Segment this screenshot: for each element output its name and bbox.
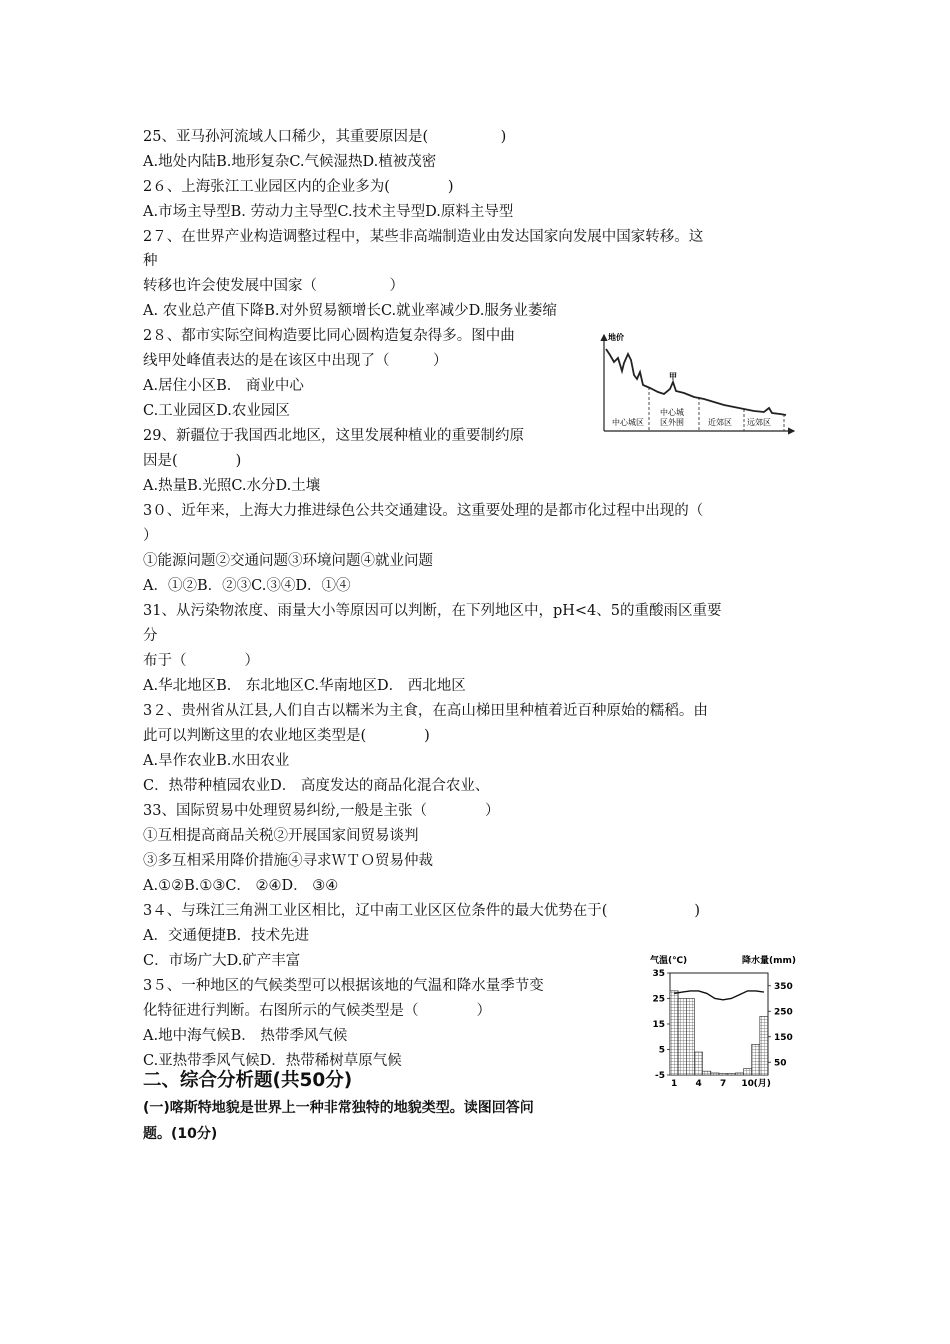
question-line: A.热量B.光照C.水分D.土壤 <box>143 478 321 494</box>
subsection-line-1: (一)喀斯特地貌是世界上一种非常独特的地貌类型。读图回答问 <box>143 1100 534 1116</box>
question-line: A.市场主导型B. 劳动力主导型C.技术主导型D.原料主导型 <box>143 204 514 220</box>
question-line: C．市场广大D.矿产丰富 <box>143 953 301 969</box>
month-tick-label: 4 <box>695 1079 702 1089</box>
question-line: 3２、贵州省从江县,人们自古以糯米为主食，在高山梯田里种植着近百种原始的糯稻。由 <box>143 703 708 719</box>
question-line: A．交通便捷B．技术先进 <box>143 928 310 944</box>
precipitation-tick-label: 150 <box>774 1032 793 1043</box>
question-line: 3５、一种地区的气候类型可以根据该地的气温和降水量季节变 <box>143 978 544 994</box>
question-line: 转移也许会使发展中国家（ ） <box>143 278 404 294</box>
question-line: A．①②B．②③C.③④D．①④ <box>143 578 351 594</box>
question-line: 种 <box>143 253 158 269</box>
subsection-line-2: 题。(10分) <box>143 1126 218 1142</box>
temperature-tick-label: 35 <box>652 969 665 979</box>
question-line: ①互相提高商品关税②开展国家间贸易谈判 <box>143 828 419 844</box>
question-line: 此可以判断这里的农业地区类型是( ) <box>143 728 430 744</box>
question-line: 2８、都市实际空间构造要比同心圆构造复杂得多。图中曲 <box>143 328 515 344</box>
precipitation-bar <box>744 1069 752 1075</box>
precipitation-bar <box>703 1071 711 1075</box>
section-heading: 二、综合分析题(共50分) <box>143 1070 353 1091</box>
month-tick-label: 10 <box>741 1079 754 1089</box>
zone-label-outer-1: 中心城 <box>660 408 684 417</box>
zone-label-suburb: 近郊区 <box>708 418 732 427</box>
temperature-tick-label: 25 <box>652 994 665 1005</box>
precipitation-bar <box>719 1073 727 1075</box>
question-line: 布于（ ） <box>143 653 259 669</box>
land-price-label: 地价 <box>608 333 624 342</box>
question-line: 3４、与珠江三角洲工业区相比，辽中南工业区区位条件的最大优势在于( ) <box>143 903 701 919</box>
precipitation-bar <box>727 1073 735 1075</box>
precipitation-bar <box>678 999 686 1076</box>
question-line: 25、亚马孙河流域人口稀少，其重要原因是( ) <box>143 129 507 145</box>
precipitation-bar <box>686 999 694 1076</box>
precipitation-bar <box>670 991 678 1075</box>
zone-label-outer-2: 区外围 <box>660 418 684 427</box>
precipitation-bar <box>711 1073 719 1075</box>
month-tick-label: 1 <box>670 1079 678 1089</box>
land-price-curve <box>606 349 786 415</box>
temperature-tick-label: 15 <box>652 1020 665 1030</box>
climate-chart <box>638 950 806 1090</box>
land-price-figure <box>594 327 798 439</box>
question-line: C.工业园区D.农业园区 <box>143 403 290 419</box>
precipitation-bar <box>695 1052 703 1075</box>
question-line: A.居住小区B． 商业中心 <box>143 378 304 394</box>
temperature-tick-label: 5 <box>658 1045 665 1056</box>
month-tick-label: (月) <box>753 1079 771 1089</box>
question-line: C．热带种植园农业D． 高度发达的商品化混合农业、 <box>143 778 490 794</box>
precipitation-bar <box>735 1073 743 1075</box>
question-line: A.地处内陆B.地形复杂C.气候湿热D.植被茂密 <box>143 154 437 170</box>
question-line: A.地中海气候B． 热带季风气候 <box>143 1028 348 1044</box>
precipitation-axis-label: 降水量(mm) <box>742 956 796 966</box>
question-line: 化特征进行判断。右图所示的气候类型是（ ） <box>143 1003 491 1019</box>
month-tick-label: 7 <box>719 1079 727 1089</box>
precipitation-tick-label: 50 <box>774 1058 787 1069</box>
temperature-tick-label: -5 <box>655 1071 665 1081</box>
question-line: 2７、在世界产业构造调整过程中，某些非高端制造业由发达国家向发展中国家转移。这 <box>143 229 704 245</box>
precipitation-bar <box>752 1044 760 1075</box>
question-line: ③多互相采用降价措施④寻求ＷＴＯ贸易仲裁 <box>143 853 433 869</box>
precipitation-bar <box>760 1016 768 1075</box>
question-line: ①能源问题②交通问题③环境问题④就业问题 <box>143 553 433 569</box>
precipitation-tick-label: 350 <box>774 981 793 992</box>
question-line: A.旱作农业B.水田农业 <box>143 753 290 769</box>
zone-label-exurb: 远郊区 <box>747 418 771 427</box>
peak-label: 甲 <box>669 372 677 381</box>
question-line: 3０、近年来，上海大力推进绿色公共交通建设。这重要处理的是都市化过程中出现的（ <box>143 503 704 519</box>
question-line: 31、从污染物浓度、雨量大小等原因可以判断，在下列地区中，pH<4、5的重酸雨区重要 <box>143 603 722 619</box>
question-line: A. 农业总产值下降B.对外贸易额增长C.就业率减少D.服务业萎缩 <box>143 303 557 319</box>
precipitation-tick-label: 250 <box>774 1007 793 1018</box>
question-line: 2６、上海张江工业园区内的企业多为( ) <box>143 179 454 195</box>
question-line: 29、新疆位于我国西北地区，这里发展种植业的重要制约原 <box>143 428 524 444</box>
question-line: ） <box>143 528 158 544</box>
question-line: 33、国际贸易中处理贸易纠纷,一般是主张（ ） <box>143 803 500 819</box>
temperature-axis-label: 气温(℃) <box>650 956 688 966</box>
question-line: A.华北地区B． 东北地区C.华南地区D． 西北地区 <box>143 678 466 694</box>
question-line: 分 <box>143 628 158 644</box>
question-line: A.①②B.①③C． ②④D． ③④ <box>143 878 339 894</box>
zone-label-center: 中心城区 <box>612 418 644 427</box>
question-line: C.亚热带季风气候D．热带稀树草原气候 <box>143 1053 402 1069</box>
question-line: 线甲处峰值表达的是在该区中出现了（ ） <box>143 353 448 369</box>
question-line: 因是( ) <box>143 453 242 469</box>
